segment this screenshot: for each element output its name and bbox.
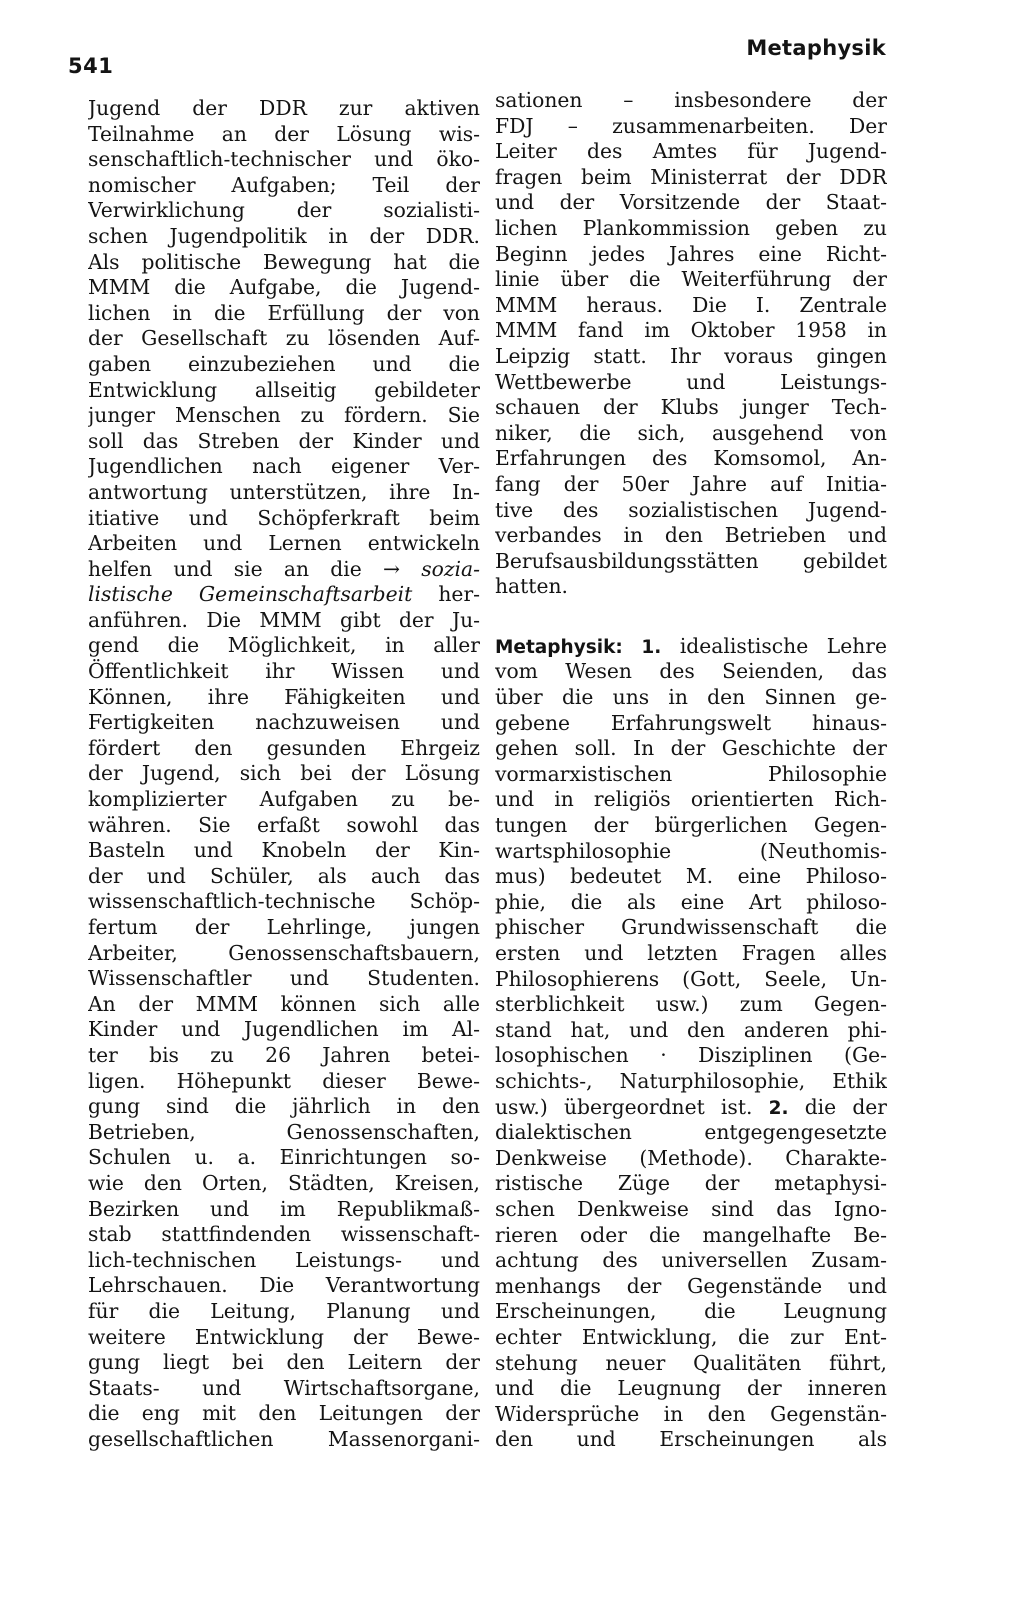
page-number: 541 bbox=[68, 54, 114, 78]
text-line: soll das Streben der Kinder und bbox=[88, 428, 480, 453]
text-line: lich-technischen Leistungs- und bbox=[88, 1247, 480, 1272]
left-column bbox=[88, 96, 480, 1452]
paragraph-gap bbox=[495, 600, 887, 634]
text-line: Erscheinungen, die Leugnung bbox=[495, 1299, 887, 1324]
text-line: Teilnahme an der Lösung wis- bbox=[88, 121, 480, 146]
text-line: echter Entwicklung, die zur Ent- bbox=[495, 1324, 887, 1349]
text-line: schichts-, Naturphilosophie, Ethik bbox=[495, 1068, 887, 1093]
text-line: fertum der Lehrlinge, jungen bbox=[88, 915, 480, 939]
text-line: Entwicklung allseitig gebildeter bbox=[88, 377, 480, 402]
text-line: der Jugend, sich bei der Lösung bbox=[88, 761, 480, 786]
text-line: vom Wesen des Seienden, das bbox=[495, 659, 887, 684]
text-line-with-cross-reference bbox=[88, 557, 480, 583]
text-line: gung sind die jährlich in den bbox=[88, 1094, 480, 1119]
text-line: sationen – insbesondere der bbox=[495, 88, 887, 112]
text-line: fördert den gesunden Ehrgeiz bbox=[88, 735, 480, 760]
text-line: Denkweise (Methode). Charakte- bbox=[495, 1145, 887, 1170]
text-line: komplizierter Aufgaben zu be- bbox=[88, 787, 480, 812]
text-line: Arbeiten und Lernen entwickeln bbox=[88, 531, 480, 556]
text-line: gend die Möglichkeit, in aller bbox=[88, 633, 480, 658]
text-line: ristische Züge der metaphysi- bbox=[495, 1171, 887, 1196]
text-line: und in religiös orientierten Rich- bbox=[495, 787, 887, 812]
text-fragment: die der bbox=[804, 1094, 887, 1119]
text-fragment: helfen und sie an die bbox=[88, 556, 362, 581]
text-line: wie den Orten, Städten, Kreisen, bbox=[88, 1170, 480, 1195]
text-fragment: idealistische Lehre bbox=[679, 633, 887, 658]
text-line-with-cross-reference bbox=[88, 582, 480, 608]
text-line: Basteln und Knobeln der Kin- bbox=[88, 838, 480, 863]
text-line: Leiter des Amtes für Jugend- bbox=[495, 139, 887, 164]
text-line: schen Denkweise sind das Igno- bbox=[495, 1196, 887, 1221]
text-line: und die Leugnung der inneren bbox=[495, 1376, 887, 1401]
text-line: niker, die sich, ausgehend von bbox=[495, 420, 887, 445]
text-line: menhangs der Gegenstände und bbox=[495, 1273, 887, 1298]
text-line: Können, ihre Fähigkeiten und bbox=[88, 684, 480, 709]
text-line: MMM fand im Oktober 1958 in bbox=[495, 318, 887, 343]
text-line: Jugendlichen nach eigener Ver- bbox=[88, 454, 480, 479]
text-line: senschaftlich-technischer und öko- bbox=[88, 147, 480, 172]
text-line: gehen soll. In der Geschichte der bbox=[495, 736, 887, 761]
text-line: Wettbewerbe und Leistungs- bbox=[495, 369, 887, 394]
text-line: schen Jugendpolitik in der DDR. bbox=[88, 223, 480, 248]
text-line: fragen beim Ministerrat der DDR bbox=[495, 164, 887, 189]
text-line: wissenschaftlich-technische Schöp- bbox=[88, 889, 480, 914]
text-line: MMM die Aufgabe, die Jugend- bbox=[88, 275, 480, 300]
text-line: Fertigkeiten nachzuweisen und bbox=[88, 710, 480, 735]
text-line: Betrieben, Genossenschaften, bbox=[88, 1119, 480, 1144]
text-line: phie, die als eine Art philoso- bbox=[495, 889, 887, 914]
text-line: wartsphilosophie (Neuthomis- bbox=[495, 838, 887, 863]
text-line: hatten. bbox=[495, 574, 568, 599]
sense-number: 1. bbox=[641, 636, 662, 658]
text-line: gung liegt bei den Leitern der bbox=[88, 1350, 480, 1375]
text-line: Schulen u. a. Einrichtungen so- bbox=[88, 1145, 480, 1170]
text-line: anführen. Die MMM gibt der Ju- bbox=[88, 607, 480, 632]
entry-heading-line bbox=[495, 634, 887, 660]
text-line: Wissenschaftler und Studenten. bbox=[88, 966, 480, 991]
text-line: gaben einzubeziehen und die bbox=[88, 351, 480, 376]
text-line: stab stattfindenden wissenschaft- bbox=[88, 1222, 480, 1247]
text-line: itiative und Schöpferkraft beim bbox=[88, 505, 480, 530]
text-fragment: her- bbox=[438, 582, 480, 607]
text-line: MMM heraus. Die I. Zentrale bbox=[495, 292, 887, 317]
text-line: Jugend der DDR zur aktiven bbox=[88, 96, 480, 120]
text-line: Erfahrungen des Komsomol, An- bbox=[495, 446, 887, 471]
text-line: vormarxistischen Philosophie bbox=[495, 761, 887, 786]
text-line: dialektischen entgegengesetzte bbox=[495, 1120, 887, 1145]
text-line: lichen in die Erfüllung der von bbox=[88, 300, 480, 325]
text-fragment: usw.) übergeordnet ist. bbox=[495, 1094, 753, 1119]
cross-reference-term: listische Gemeinschaftsarbeit bbox=[88, 582, 413, 607]
text-line: verbandes in den Betrieben und bbox=[495, 523, 887, 548]
text-line: nomischer Aufgaben; Teil der bbox=[88, 172, 480, 197]
text-line: und der Vorsitzende der Staat- bbox=[495, 190, 887, 215]
sense-number: 2. bbox=[768, 1097, 789, 1119]
text-line: schauen der Klubs junger Tech- bbox=[495, 395, 887, 420]
text-line: ter bis zu 26 Jahren betei- bbox=[88, 1042, 480, 1067]
cross-reference-term: soziа- bbox=[421, 556, 480, 581]
text-line: Philosophierens (Gott, Seele, Un- bbox=[495, 966, 887, 991]
text-line: Staats- und Wirtschaftsorgane, bbox=[88, 1375, 480, 1400]
text-line: mus) bedeutet M. eine Philoso- bbox=[495, 864, 887, 889]
text-line: fang der 50er Jahre auf Initia- bbox=[495, 471, 887, 496]
text-line: Berufsausbildungsstätten gebildet bbox=[495, 548, 887, 573]
entry-term: Metaphysik: bbox=[495, 636, 623, 658]
text-line: linie über die Weiterführung der bbox=[495, 267, 887, 292]
text-line: sterblichkeit usw.) zum Gegen- bbox=[495, 992, 887, 1017]
text-line: losophischen · Disziplinen (Ge- bbox=[495, 1043, 887, 1068]
text-line: An der MMM können sich alle bbox=[88, 991, 480, 1016]
text-line: Öffentlichkeit ihr Wissen und bbox=[88, 659, 480, 684]
text-line: gesellschaftlichen Massenorgani- bbox=[88, 1426, 480, 1451]
text-line: gebene Erfahrungswelt hinaus- bbox=[495, 710, 887, 735]
text-line: Bezirken und im Republikmaß- bbox=[88, 1196, 480, 1221]
text-line: Kinder und Jugendlichen im Al- bbox=[88, 1017, 480, 1042]
text-line: für die Leitung, Planung und bbox=[88, 1298, 480, 1323]
text-line: antwortung unterstützen, ihre In- bbox=[88, 479, 480, 504]
text-line: der Gesellschaft zu lösenden Auf- bbox=[88, 326, 480, 351]
text-line: FDJ – zusammenarbeiten. Der bbox=[495, 113, 887, 138]
text-line: tive des sozialistischen Jugend- bbox=[495, 497, 887, 522]
text-line: ersten und letzten Fragen alles bbox=[495, 941, 887, 965]
sense-two-line bbox=[495, 1095, 887, 1121]
text-line: die eng mit den Leitungen der bbox=[88, 1401, 480, 1426]
text-line: ligen. Höhepunkt dieser Bewe- bbox=[88, 1068, 480, 1093]
text-line: weitere Entwicklung der Bewe- bbox=[88, 1324, 480, 1349]
text-line: Widersprüche in den Gegenstän- bbox=[495, 1401, 887, 1426]
text-line: Verwirklichung der sozialisti- bbox=[88, 198, 480, 223]
text-line: über die uns in den Sinnen ge- bbox=[495, 685, 887, 710]
text-line: stehung neuer Qualitäten führt, bbox=[495, 1350, 887, 1375]
text-line: tungen der bürgerlichen Gegen- bbox=[495, 813, 887, 838]
text-line: währen. Sie erfaßt sowohl das bbox=[88, 812, 480, 837]
right-column bbox=[495, 88, 887, 1453]
text-line: den und Erscheinungen als bbox=[495, 1427, 887, 1452]
text-line: lichen Plankommission geben zu bbox=[495, 215, 887, 240]
text-line: phischer Grundwissenschaft die bbox=[495, 915, 887, 940]
text-line: Arbeiter, Genossenschaftsbauern, bbox=[88, 940, 480, 965]
text-line: achtung des universellen Zusam- bbox=[495, 1248, 887, 1273]
text-line: Beginn jedes Jahres eine Richt- bbox=[495, 241, 887, 266]
text-line: stand hat, und den anderen phi- bbox=[495, 1017, 887, 1042]
text-line: Als politische Bewegung hat die bbox=[88, 249, 480, 274]
text-line: rieren oder die mangelhafte Be- bbox=[495, 1222, 887, 1247]
text-line: junger Menschen zu fördern. Sie bbox=[88, 403, 480, 428]
text-line: Lehrschauen. Die Verantwortung bbox=[88, 1273, 480, 1298]
text-line: Leipzig statt. Ihr voraus gingen bbox=[495, 343, 887, 368]
running-title: Metaphysik bbox=[746, 36, 886, 60]
cross-reference-arrow: → bbox=[383, 556, 400, 581]
text-line: der und Schüler, als auch das bbox=[88, 863, 480, 888]
